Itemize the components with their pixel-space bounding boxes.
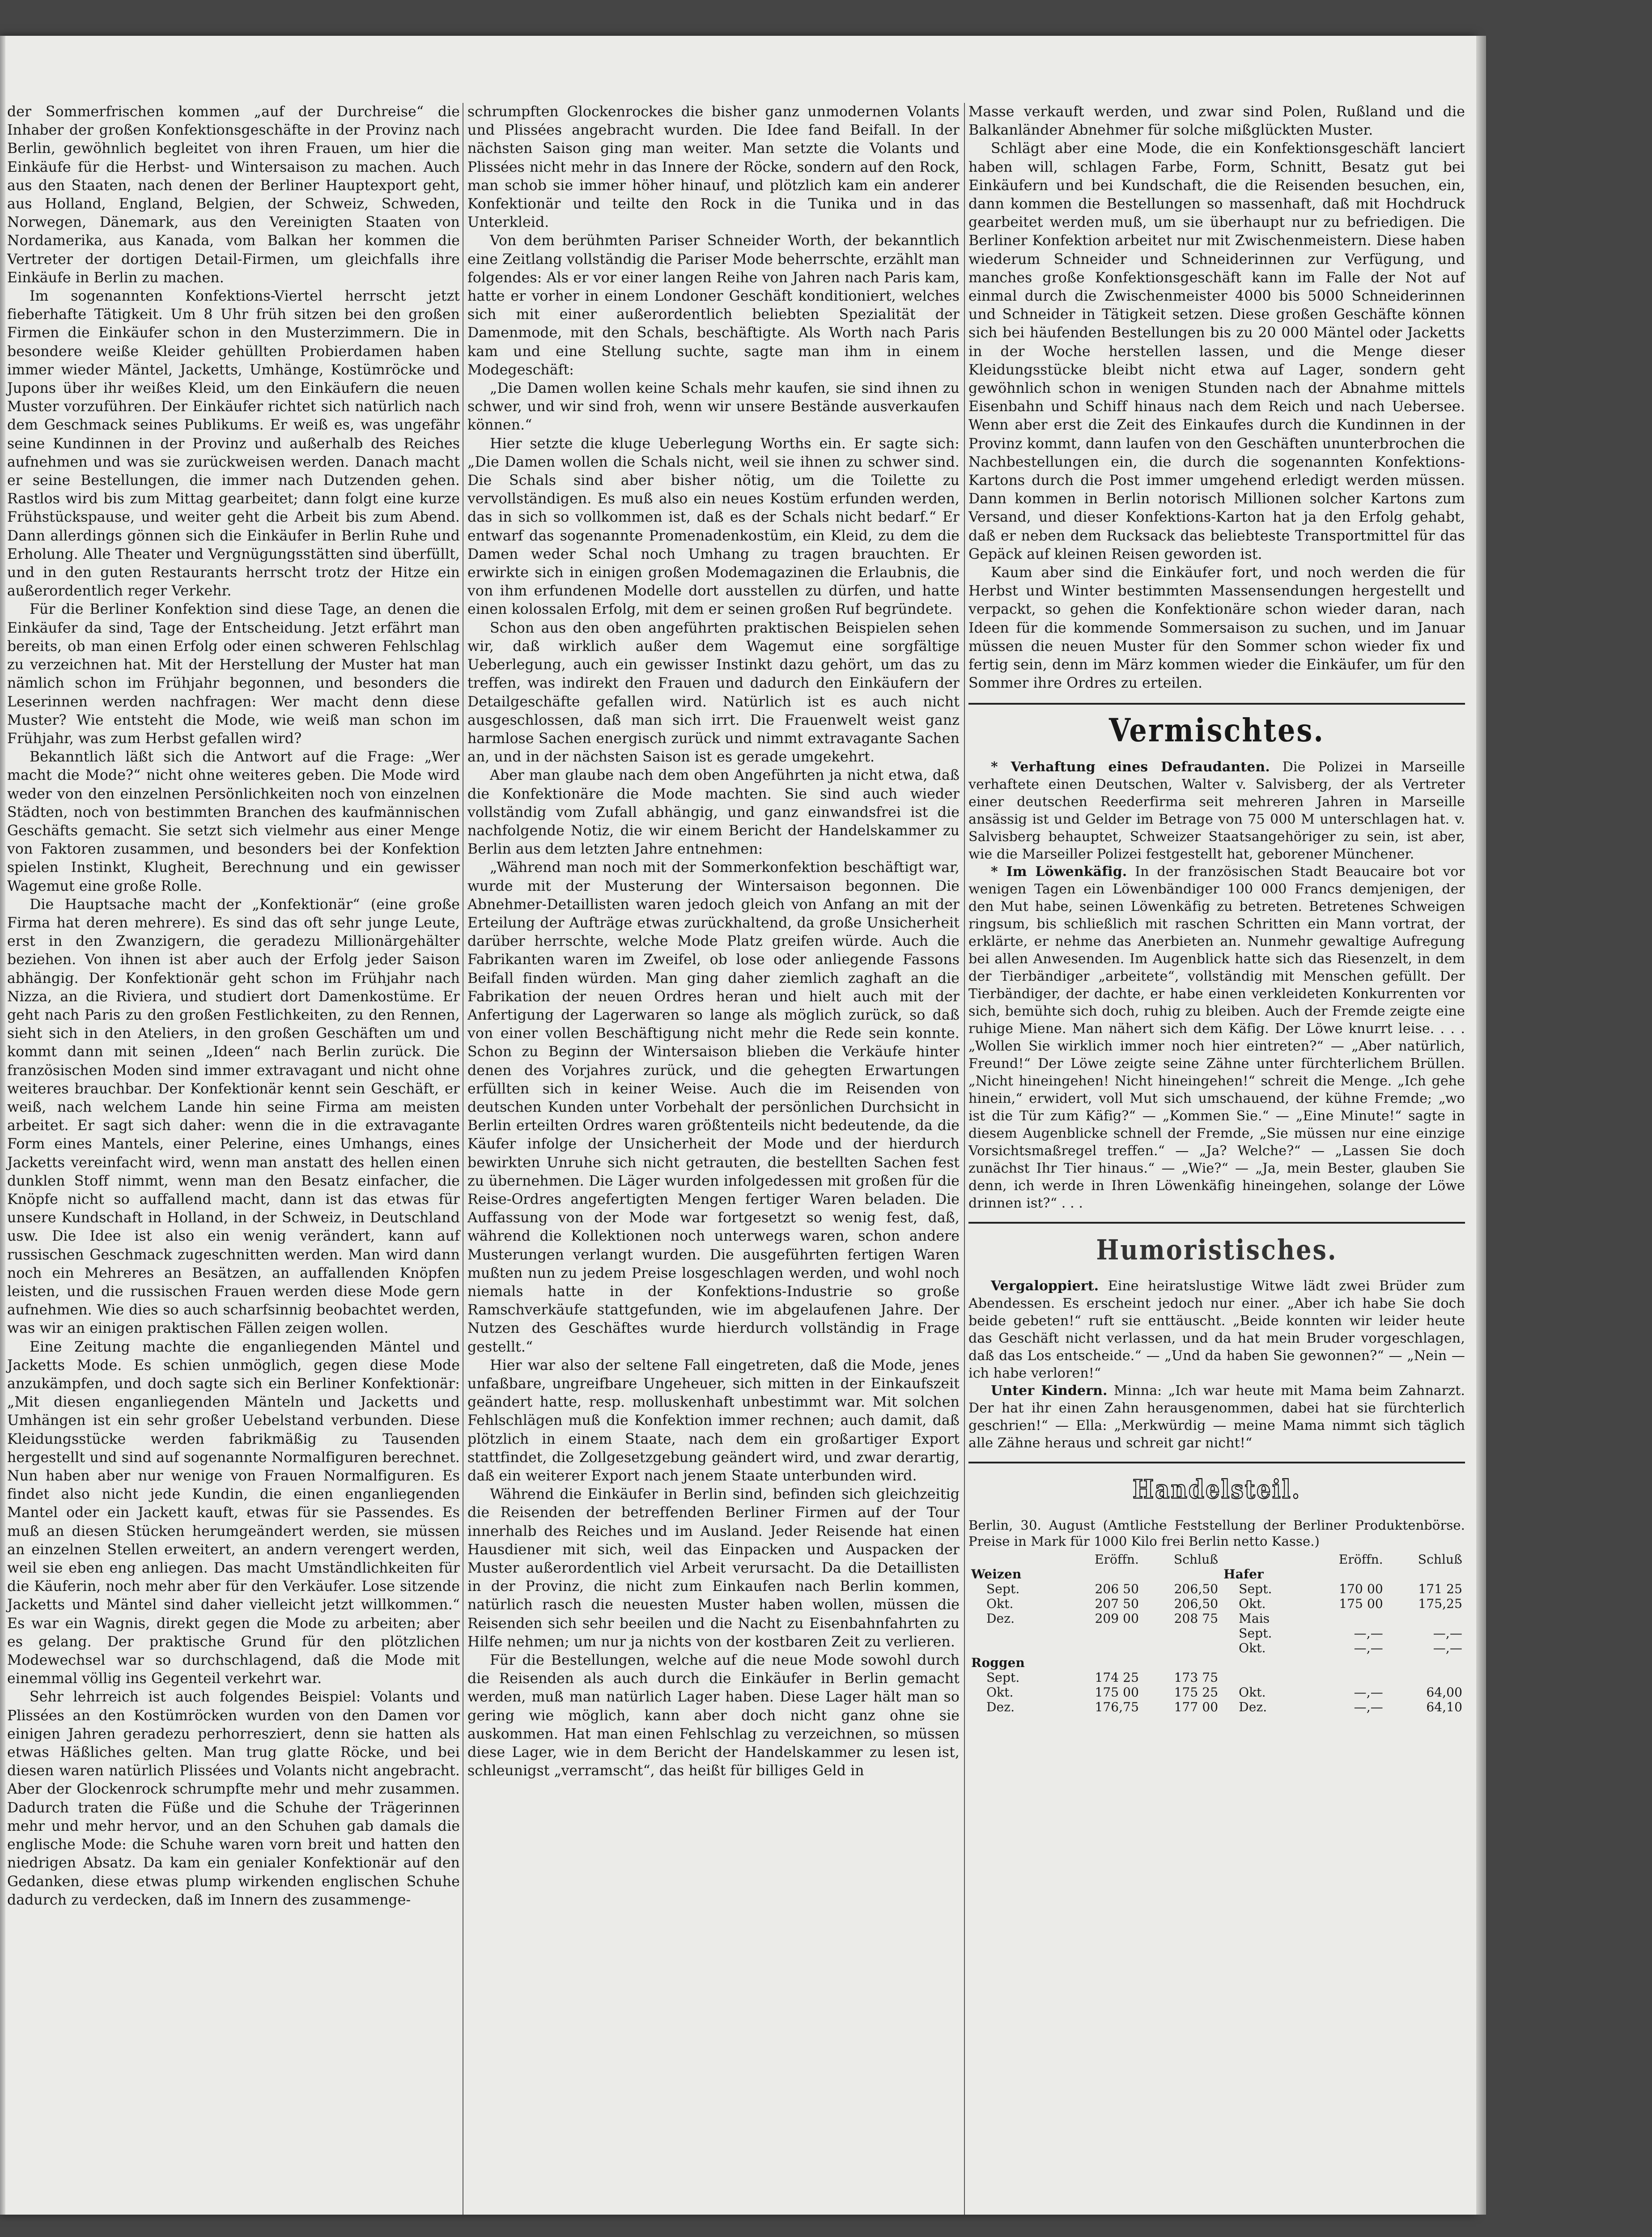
table-row <box>968 1611 1465 1626</box>
paragraph: Für die Berliner Konfektion sind diese Tage, an denen die Einkäufer da sind, Tage der Entscheidung. Jetzt erfährt man bereits, ob man einen Erfolg oder einen schweren Fehlschlag zu verzeichnen hat. Mit der Herstellung der Muster hat man nämlich schon im Frühjahr begonnen, und besonders die Leserinnen werden nachfragen: Wer macht denn diese Muster? Wie entsteht die Mode, wie weiß man schon im Frühjahr, was zum Herbst gefallen wird? <box>7 601 460 747</box>
paragraph: Während die Einkäufer in Berlin sind, befinden sich gleichzeitig die Reisenden der betreffenden Berliner Firmen auf der Tour innerhalb des Reiches und im Ausland. Jeder Reisende hat einen Hausdiener mit sich, weil das Einpacken und Auspacken der Muster außerordentlich viel Arbeit verursacht. Da die Detaillisten in der Provinz, die nicht zum Einkaufen nach Berlin kommen, natürlich rasch die neuesten Muster haben wollen, müssen die Reisenden sich sehr beeilen und die Nacht zu Eisenbahnfahrten zu Hilfe nehmen; um nur ja nichts von der kostbaren Zeit zu verlieren. <box>467 1486 960 1650</box>
table-cell: 175 00 <box>1339 1596 1383 1611</box>
table-cell: Sept. <box>986 1670 1020 1685</box>
table-cell: 206,50 <box>1174 1581 1219 1596</box>
column-header: Eröffn. <box>1094 1552 1139 1567</box>
table-cell: Sept. <box>1239 1625 1272 1641</box>
column-header: Eröffn. <box>1338 1552 1383 1567</box>
table-cell: 174 25 <box>1095 1670 1139 1685</box>
column-1 <box>7 103 460 1910</box>
news-item-body: In der französischen Stadt Beaucaire bot vor wenigen Tagen ein Löwenbändiger 100 000 Francs demjenigen, der den Mut habe, seinen Löwenkäfig zu betreten. Betretenes Schweigen ringsum, bis schließlich mit raschen Schritten ein Mann vortrat, der erklärte, er nehme das Anerbieten an. Nunmehr gewaltige Aufregung bei allen Anwesenden. Im Augenblick hatte sich das Riesenzelt, in dem der Tierbändiger „arbeitete“, vollständig mit Menschen gefüllt. Der Tierbändiger, der dachte, er habe einen verkleideten Konkurrenten vor sich, bemühte sich doch, ruhig zu bleiben. Auch der Fremde zeigte eine ruhige Miene. Man nähert sich dem Käfig. Der Löwe knurrt leise. . . . „Wollen Sie wirklich immer noch hier eintreten?“ — „Aber natürlich, Freund!“ Der Löwe zeigte seine Zähne unter fürchterlichem Brüllen. „Nicht hineingehen! Nicht hineingehen!“ schreit die Menge. „Ich gehe hinein,“ erwidert, voll Mut sich umschauend, der kühne Fremde; „wo ist die Tür zum Käfig?“ — „Kommen Sie.“ — „Eine Minute!“ sagte in diesem Augenblicke schnell der Fremde, „Sie müssen nur eine einzige Vorsichtsmaßregel treffen.“ — „Ja? Welche?“ — „Lassen Sie doch zunächst Ihr Tier hinaus.“ — „Wie?“ — „Ja, mein Bester, glauben Sie denn, ich werde in Ihren Löwenkäfig hineingehen, solange der Löwe drinnen ist?“ . . . <box>968 863 1465 1211</box>
section-divider <box>968 703 1465 705</box>
table-row <box>968 1596 1465 1611</box>
paragraph: Im sogenannten Konfektions-Viertel herrscht jetzt fieberhafte Tätigkeit. Um 8 Uhr früh sitzen bei den großen Firmen die Einkäufer schon in den Musterzimmern. Die in besondere weiße Kleider gehüllten Probierdamen haben immer wieder Mäntel, Jacketts, Umhänge, Kostümröcke und Jupons über ihr weißes Kleid, um den Einkäufern die neuen Muster vorzuführen. Der Einkäufer richtet sich natürlich nach dem Geschmack seines Publikums. Er weiß es, was ungefähr seine Kundinnen in der Provinz und außerhalb des Reiches aufnehmen und was sie zurückweisen werden. Danach macht er seine Bestellungen, die immer nach Dutzenden gehen. Rastlos wird bis zum Mittag gearbeitet; dann folgt eine kurze Frühstückspause, und weiter geht die Arbeit bis zum Abend. Dann allerdings gönnen sich die Einkäufer in Berlin Ruhe und Erholung. Alle Theater und Vergnügungsstätten sind überfüllt, und in den guten Restaurants herrscht trotz der Hitze ein außerordentlich reger Verkehr. <box>7 288 460 600</box>
paragraph: „Während man noch mit der Sommerkonfektion beschäftigt war, wurde mit der Musterung der Wintersaison begonnen. Die Abnehmer-Detaillisten waren jedoch gleich von Anfang an mit der Erteilung der Aufträge etwas zurückhaltend, da große Unsicherheit darüber herrschte, welche Mode Platz greifen würde. Auch die Fabrikanten waren im Zweifel, ob lose oder anliegende Fassons Beifall finden würden. Man ging daher ziemlich zaghaft an die Fabrikation der neuen Ordres heran und hielt auch mit der Anfertigung der Lagerwaren so lange als möglich zurück, so daß von einer vollen Beschäftigung nicht mehr die Rede sein konnte. Schon zu Beginn der Wintersaison blieben die Verkäufe hinter denen des Vorjahres zurück, und die gehegten Erwartungen erfüllten sich in keiner Weise. Auch die im Reisenden von deutschen Kunden unter Vorbehalt der persönlichen Durchsicht in Berlin erteilten Ordres waren größtenteils nicht bedeutende, da die Käufer infolge der Unsicherheit der Mode und der hierdurch bewirkten Unruhe sich nicht getrauten, die bestellten Sachen fest zu übernehmen. Die Läger wurden infolgedessen mit großen für die Reise-Ordres angefertigten Mengen fertiger Waren beladen. Die Auffassung von der Mode war fortgesetzt so wenig fest, daß, während die Kollektionen noch unterwegs waren, schon andere Musterungen verlangt wurden. Die ausgeführten fertigen Waren mußten nun zu jedem Preise losgeschlagen werden, und wohl noch niemals hatte in der Konfektions-Industrie so große Ramschverkäufe stattgefunden, wie im abgelaufenen Jahre. Der Nutzen des Geschäftes wurde hierdurch vollständig in Frage gestellt.“ <box>467 859 960 1355</box>
table-cell <box>968 1641 1062 1655</box>
paragraph: Kaum aber sind die Einkäufer fort, und noch werden die für Herbst und Winter bestimmten Massensendungen hergestellt und verpackt, so gehen die Konfektionäre schon wieder daran, nach Ideen für die kommende Sommersaison zu suchen, und im Januar müssen die neuen Muster für den Sommer schon wieder fix und fertig sein, denn im März kommen wieder die Einkäufer, um für den Sommer ihre Ordres zu erteilen. <box>968 565 1465 692</box>
table-row <box>968 1641 1465 1655</box>
table-cell: Mais <box>1239 1611 1270 1626</box>
table-cell: 64,00 <box>1426 1684 1462 1700</box>
table-cell: —,— <box>1354 1699 1383 1714</box>
table-cell: 176,75 <box>1095 1699 1139 1714</box>
table-cell: Weizen <box>971 1566 1022 1582</box>
table-cell <box>1142 1655 1221 1670</box>
table-cell: Sept. <box>1239 1581 1272 1596</box>
joke-title: Unter Kindern. <box>991 1382 1108 1399</box>
column-header: Schluß <box>1418 1552 1462 1567</box>
table-row <box>968 1582 1465 1596</box>
news-item-title: * Verhaftung eines Defraudanten. <box>991 759 1270 775</box>
joke-item <box>968 1382 1465 1452</box>
table-cell <box>1386 1670 1465 1685</box>
table-cell <box>1062 1655 1142 1670</box>
paragraph: Bekanntlich läßt sich die Antwort auf die Frage: „Wer macht die Mode?“ nicht ohne weiteres geben. Die Mode wird weder von den einzelnen Persönlichkeiten noch von einzelnen Städten, noch von bestimmten Branchen des kaufmännischen Geschäfts gemacht. Sie setzt sich vielmehr aus einer Menge von Faktoren zusammen, und besonders bei der Konfektion spielen Instinkt, Klugheit, Berechnung und ein gewisser Wagemut eine große Rolle. <box>7 749 460 894</box>
table-cell: Roggen <box>971 1655 1025 1670</box>
paragraph: schrumpften Glockenrockes die bisher ganz unmodernen Volants und Plissées angebracht wurden. Die Idee fand Beifall. In der nächsten Saison ging man weiter. Man setzte die Volants und Plissées nicht mehr in das Innere der Röcke, sondern auf den Rock, man schob sie immer höher hinauf, und plötzlich kam ein anderer Konfektionär und teilte den Rock in die Tunika und in das Unterkleid. <box>467 104 960 231</box>
market-quotes-table <box>968 1552 1465 1714</box>
section-title-handelsteil: Handelsteil. <box>1132 1474 1301 1504</box>
table-cell: —,— <box>1433 1640 1462 1655</box>
table-cell: Hafer <box>1223 1566 1264 1582</box>
table-cell: 171 25 <box>1418 1581 1462 1596</box>
news-item <box>968 863 1465 1212</box>
table-row <box>968 1655 1465 1670</box>
table-row <box>968 1567 1465 1582</box>
column-rule <box>964 103 965 2215</box>
table-cell <box>1062 1626 1142 1641</box>
table-cell: 175 25 <box>1174 1684 1219 1700</box>
table-cell: 64,10 <box>1426 1699 1462 1714</box>
paragraph: Hier war also der seltene Fall eingetreten, daß die Mode, jenes unfaßbare, ungreifbare Ungeheuer, sich mitten in der Einkaufszeit geändert hatte, resp. molluskenhaft unbestimmt war. Mit solchen Fehlschlägen muß die Konfektion immer rechnen; auch damit, daß plötzlich in einem Staate, nach dem ein großartiger Export stattfindet, die Zollgesetzgebung geändert wird, und zwar derartig, daß ein weiterer Export nach jenem Staate unterbunden wird. <box>467 1357 960 1484</box>
joke-item <box>968 1277 1465 1382</box>
paragraph: „Die Damen wollen keine Schals mehr kaufen, sie sind ihnen zu schwer, und wir sind froh, wenn wir unsere Bestände ausverkaufen können.“ <box>467 380 960 434</box>
paper-edge <box>1476 36 1486 2215</box>
table-cell: 175,25 <box>1418 1596 1462 1611</box>
joke-body: Minna: „Ich war heute mit Mama beim Zahnarzt. Der hat ihr einen Zahn herausgenommen, dabei hat sie fürchterlich geschrien!“ — Ella: „Merkwürdig — meine Mama nimmt sich täglich alle Zähne heraus und schreit gar nicht!“ <box>968 1382 1465 1451</box>
table-cell <box>1386 1655 1465 1670</box>
table-cell: Sept. <box>986 1581 1020 1596</box>
newspaper-page <box>0 36 1476 2215</box>
table-row <box>968 1670 1465 1685</box>
binding-edge <box>0 36 5 2215</box>
column-3 <box>968 103 1465 1714</box>
table-row <box>968 1626 1465 1641</box>
table-cell: —,— <box>1433 1625 1462 1641</box>
paragraph: Schlägt aber eine Mode, die ein Konfektionsgeschäft lanciert haben will, schlagen Farbe, Form, Schnitt, Besatz gut bei Einkäufern und bei Kundschaft, die die Reisenden besuchen, ein, dann kommen die Bestellungen so massenhaft, daß mit Hochdruck gearbeitet werden muß, um sie überhaupt nur zu befriedigen. Die Berliner Konfektion arbeitet nur mit Zwischenmeistern. Diese haben wiederum Schneider und Schneiderinnen zur Verfügung, und manches große Konfektionsgeschäft kann im Falle der Not auf einmal durch die Zwischenmeister 4000 bis 5000 Schneiderinnen und Schneider in Tätigkeit setzen. Diese großen Geschäfte können sich bei häufenden Bestellungen bis zu 20 000 Mäntel oder Jacketts in der Woche herstellen lassen, und die Menge dieser Kleidungsstücke bleibt nicht etwa auf Lager, sondern geht gewöhnlich schon in wenigen Stunden nach der Abnahme mittels Eisenbahn und Schiff hinaus nach dem Reich und nach Uebersee. Wenn aber erst die Zeit des Einkaufes durch die Kundinnen in der Provinz kommt, dann laufen von den Geschäften ununterbrochen die Nachbestellungen ein, die durch die sogenannten Konfektions-Kartons durch die Post immer umgehend erledigt werden müssen. Dann kommen in Berlin notorisch Millionen solcher Kartons zum Versand, und dieser Konfektions-Karton hat ja den Erfolg gehabt, daß er neben dem Rucksack das beliebteste Transportmittel für das Gepäck auf kleinen Reisen geworden ist. <box>968 140 1465 562</box>
section-divider <box>968 1222 1465 1224</box>
paragraph: Schon aus den oben angeführten praktischen Beispielen sehen wir, daß wirklich außer dem Wagemut eine sorgfältige Ueberlegung, auch ein gewisser Instinkt dazu gehört, um das zu treffen, was indirekt den Frauen und dadurch den Einkäufern der Detailgeschäfte gefallen wird. Natürlich ist es auch nicht ausgeschlossen, daß man sich irrt. Die Frauenwelt weist ganz harmlose Sachen energisch zurück und nimmt extravagante Sachen an, und in der nächsten Saison ist es gerade umgekehrt. <box>467 620 960 766</box>
table-cell: Okt. <box>1239 1596 1266 1611</box>
paragraph: Von dem berühmten Pariser Schneider Worth, der bekanntlich eine Zeitlang vollständig die Pariser Mode beherrschte, erzählt man folgendes: Als er vor einer langen Reihe von Jahren nach Paris kam, hatte er vorher in einem Londoner Geschäft konditioniert, welches sich mit einer außerordentlich beliebten Spezialität der Damenmode, mit den Schals, beschäftigte. Als Worth nach Paris kam und eine Stellung suchte, sagte man ihm in einem Modegeschäft: <box>467 233 960 378</box>
news-item-title: * Im Löwenkäfig. <box>991 863 1127 880</box>
table-cell <box>968 1626 1062 1641</box>
table-body <box>968 1567 1465 1714</box>
table-cell: 206 50 <box>1095 1581 1139 1596</box>
market-report-header: Berlin, 30. August (Amtliche Feststellung der Berliner Produktenbörse. Preise in Mark für 1000 Kilo frei Berlin netto Kasse.) <box>968 1517 1465 1549</box>
joke-body: Eine heiratslustige Witwe lädt zwei Brüder zum Abendessen. Es erscheint jedoch nur einer. „Aber ich habe Sie doch beide gebeten!“ ruft sie enttäuscht. „Beide konnten wir leider heute das Geschäft nicht verlassen, und da hat mein Bruder vorgeschlagen, daß das Los entscheide.“ — „Und da haben Sie gewonnen?“ — „Nein — ich habe verloren!“ <box>968 1278 1465 1381</box>
table-row <box>968 1685 1465 1700</box>
table-cell: —,— <box>1354 1625 1383 1641</box>
table-cell: Okt. <box>986 1684 1014 1700</box>
table-cell: 207 50 <box>1095 1596 1139 1611</box>
table-cell: Okt. <box>986 1596 1014 1611</box>
paragraph: Aber man glaube nach dem oben Angeführten ja nicht etwa, daß die Konfektionäre die Mode machten. Sie sind auch wieder vollständig vom Zufall abhängig, und ganz einwandsfrei ist die nachfolgende Notiz, die wir einem Bericht der Handelskammer zu Berlin aus dem letzten Jahre entnehmen: <box>467 767 960 858</box>
paragraph: Hier setzte die kluge Ueberlegung Worths ein. Er sagte sich: „Die Damen wollen die Schals nicht, weil sie ihnen zu schwer sind. Die Schals sind aber bisher nötig, um die Toilette zu vervollständigen. Es muß also ein neues Kostüm erfunden werden, das in sich so vollkommen ist, daß es der Schals nicht bedarf.“ Er entwarf das sogenannte Promenadenkostüm, ein Kleid, zu dem die Damen weder Schal noch Umhang zu tragen brauchten. Er erwirkte sich in einigen großen Modemagazinen die Erlaubnis, die von ihm erfundenen Modelle dort ausstellen zu dürfen, und hatte einen kolossalen Erfolg, mit dem er seinen großen Ruf begründete. <box>467 435 960 618</box>
table-cell <box>1221 1655 1307 1670</box>
paragraph: Die Hauptsache macht der „Konfektionär“ (eine große Firma hat deren mehrere). Es sind das oft sehr junge Leute, erst in den Zwanzigern, die geradezu Millionärgehälter beziehen. Von ihnen ist aber auch der Erfolg jeder Saison abhängig. Der Konfektionär geht schon im Frühjahr nach Nizza, an die Riviera, und studiert dort Damenkostüme. Er geht nach Paris zu den großen Festlichkeiten, zu den Rennen, sieht sich in den Ateliers, in den großen Geschäften um und kommt dann mit seinen „Ideen“ nach Berlin zurück. Die französischen Moden sind immer extravagant und nicht ohne weiteres brauchbar. Der Konfektionär kennt sein Geschäft, er weiß, nach welchem Lande hin seine Firma am meisten arbeitet. Er sagt sich daher: wenn die in die extravagante Form eines Mantels, einer Pelerine, eines Umhangs, eines Jacketts vereinfacht wird, wenn man anstatt des hellen einen dunklen Stoff nimmt, wenn man den Besatz einfacher, die Knöpfe nicht so auffallend macht, dann ist das etwas für unsere Kundschaft in Holland, in der Schweiz, in Deutschland usw. Die Idee ist also ein wenig verändert, kann auf russischen Geschmack zugeschnitten werden. Man wird dann noch ein Mehreres an Besätzen, an auffallenden Knöpfen leisten, und die russischen Frauen werden diese Mode gern aufnehmen. Wie dies so auch scharfsinnig beobachtet werden, was wir an einigen praktischen Fällen zeigen wollen. <box>7 896 460 1337</box>
section-divider <box>968 1462 1465 1463</box>
table-header-row <box>968 1552 1465 1567</box>
column-2 <box>467 103 960 1780</box>
joke-title: Vergaloppiert. <box>991 1278 1099 1294</box>
table-cell: 208 75 <box>1174 1611 1219 1626</box>
paragraph: Für die Bestellungen, welche auf die neue Mode sowohl durch die Reisenden als auch durch die Einkäufer in Berlin gemacht werden, muß man natürlich Lager haben. Diese Lager hält man so gering wie möglich, kann aber doch nicht ganz ohne sie auskommen. Hat man einen Fehlschlag zu verzeichnen, so müssen diese Lager, wie in dem Bericht der Handelskammer zu lesen ist, schleunigst „verramscht“, das heißt für billiges Geld in <box>467 1652 960 1779</box>
table-cell <box>1307 1670 1386 1685</box>
table-cell: 209 00 <box>1095 1611 1139 1626</box>
table-cell <box>1307 1611 1386 1626</box>
paragraph: der Sommerfrischen kommen „auf der Durchreise“ die Inhaber der großen Konfektionsgeschäfte in der Provinz nach Berlin, gewöhnlich begleitet von ihren Frauen, um hier die Einkäufe für die Herbst- und Wintersaison zu machen. Auch aus den Staaten, nach denen der Berliner Hauptexport geht, aus Holland, England, Belgien, der Schweiz, Schweden, Norwegen, Dänemark, aus den Vereinigten Staaten von Nordamerika, aus Kanada, vom Balkan her kommen die Vertreter der dortigen Detail-Firmen, um gleichfalls ihre Einkäufe in Berlin zu machen. <box>7 104 460 286</box>
table-cell <box>1142 1567 1221 1582</box>
table-cell <box>1307 1567 1386 1582</box>
table-cell: 170 00 <box>1339 1581 1383 1596</box>
table-cell <box>1307 1655 1386 1670</box>
table-cell: 206,50 <box>1174 1596 1219 1611</box>
section-title-vermischtes: Vermischtes. <box>1109 711 1325 749</box>
table-cell: Okt. <box>1239 1640 1266 1655</box>
column-header: Schluß <box>1173 1552 1219 1567</box>
table-cell <box>1142 1641 1221 1655</box>
table-cell <box>1062 1641 1142 1655</box>
table-row <box>968 1700 1465 1714</box>
table-cell: —,— <box>1354 1640 1383 1655</box>
table-cell: 177 00 <box>1174 1699 1219 1714</box>
table-cell: Dez. <box>986 1611 1015 1626</box>
table-cell <box>1142 1626 1221 1641</box>
table-cell: 173 75 <box>1174 1670 1219 1685</box>
table-cell: Dez. <box>1239 1699 1267 1714</box>
paragraph: Masse verkauft werden, und zwar sind Polen, Rußland und die Balkanländer Abnehmer für solche mißglückten Muster. <box>968 104 1465 139</box>
paragraph: Eine Zeitung machte die enganliegenden Mäntel und Jacketts Mode. Es schien unmöglich, gegen diese Mode anzukämpfen, und doch sagte sich ein Berliner Konfektionär: „Mit diesen enganliegenden Mänteln und Jacketts und Umhängen ist ein sehr großer Uebelstand verbunden. Diese Kleidungsstücke werden fabrikmäßig zu Tausenden hergestellt und sind auf sogenannte Normalfiguren berechnet. Nun haben aber nur wenige von Frauen Normalfiguren. Es findet also nicht jede Kundin, die einen enganliegenden Mantel oder ein Jackett kauft, etwas für sie Passendes. Es muß an diesen Stücken herumgeändert werden, sie müssen an einzelnen Stellen erweitert, an andern verengert werden, weil sie eben eng anliegen. Das macht Umständlichkeiten für die Käuferin, noch mehr aber für den Verkäufer. Lose sitzende Jacketts und Mäntel sind daher vielleicht jetzt willkommen.“ Es war ein Wagnis, direkt gegen die Mode zu arbeiten; aber es gelang. Der praktische Grund für den plötzlichen Modewechsel war so durchschlagend, daß die Mode mit einemmal völlig ins Gegenteil verkehrt war. <box>7 1339 460 1687</box>
table-cell <box>1221 1670 1307 1685</box>
table-cell <box>1386 1611 1465 1626</box>
section-title-humoristisches: Humoristisches. <box>1096 1233 1338 1266</box>
table-cell: —,— <box>1354 1684 1383 1700</box>
news-item <box>968 758 1465 863</box>
table-cell: Dez. <box>986 1699 1015 1714</box>
table-cell: 175 00 <box>1095 1684 1139 1700</box>
paragraph: Sehr lehrreich ist auch folgendes Beispiel: Volants und Plissées an den Kostümröcken wurden von den Damen vor einigen Jahren geradezu perhorresziert, denn sie hatten als etwas Häßliches gelten. Man trug glatte Röcke, und bei diesen waren natürlich Plissées und Volants nicht angebracht. Aber der Glockenrock schrumpfte mehr und mehr zusammen. Dadurch traten die Füße und die Schuhe der Trägerinnen mehr und mehr hervor, und an den Schuhen gab damals die englische Mode: die Schuhe waren vorn breit und hatten den niedrigen Absatz. Da kam ein genialer Konfektionär auf den Gedanken, diese etwas plump wirkenden englischen Schuhe dadurch zu verdecken, daß im Innern des zusammenge- <box>7 1689 460 1908</box>
table-cell <box>1386 1567 1465 1582</box>
table-cell: Okt. <box>1239 1684 1266 1700</box>
table-cell <box>1062 1567 1142 1582</box>
news-item-body: Die Polizei in Marseille verhaftete einen Deutschen, Walter v. Salvisberg, der als Vertreter einer deutschen Reederfirma seit mehreren Jahren in Marseille ansässig ist und Gelder im Betrage von 75 000 M unterschlagen hat. v. Salvisberg behauptet, Schweizer Staatsangehöriger zu sein, ist aber, wie die Marseiller Polizei festgestellt hat, geborener Münchener. <box>968 759 1465 862</box>
